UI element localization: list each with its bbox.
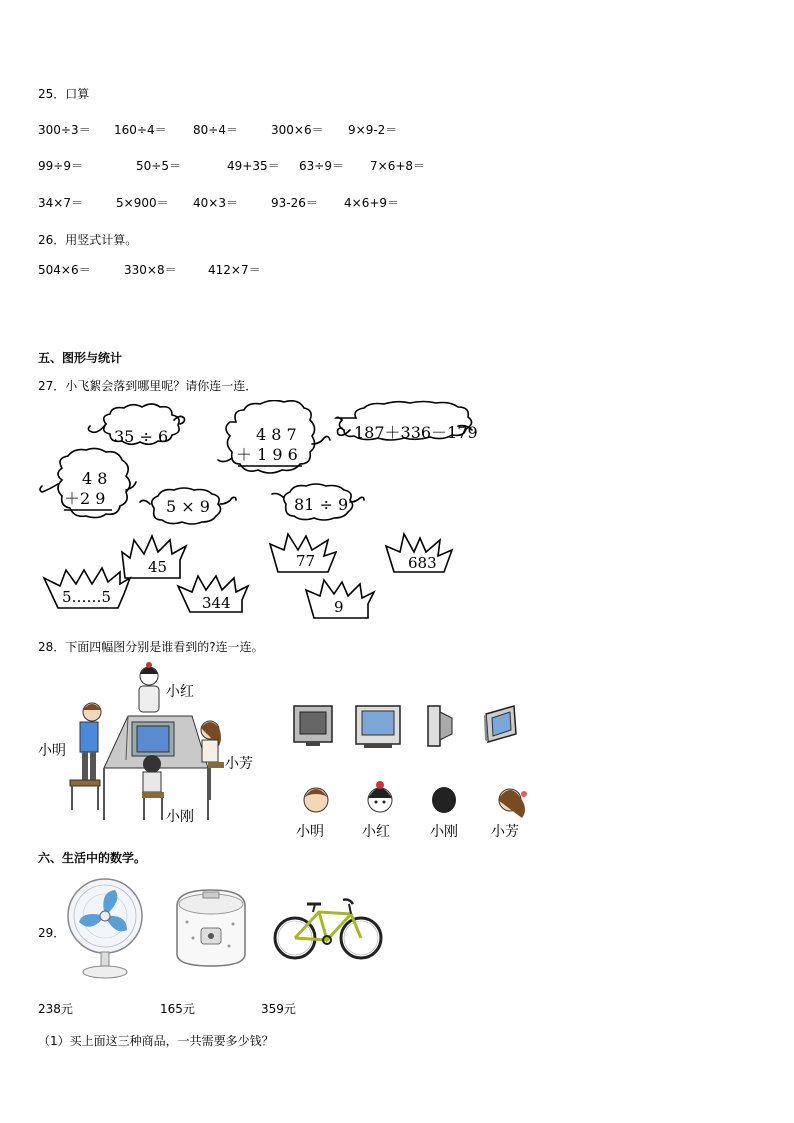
head-label-xiaogang: 小刚	[430, 824, 458, 840]
q27-figure	[30, 400, 510, 625]
q25-r3-2: 5×900＝	[116, 196, 169, 210]
bicycle-icon	[275, 900, 381, 959]
q26-item-3: 412×7＝	[208, 263, 261, 277]
price-bicycle: 359元	[261, 1002, 296, 1016]
head-label-xiaofang: 小芳	[491, 824, 519, 840]
grass-5r5-text: 5……5	[62, 588, 112, 606]
grass-45-text: 45	[148, 558, 168, 576]
monitor-views	[290, 700, 530, 750]
cloud1-text: 35 ÷ 6	[114, 427, 169, 446]
monitor-back-view	[294, 706, 332, 746]
monitor-front-view	[356, 706, 400, 748]
cloud2-top: 4 8 7	[256, 425, 297, 444]
q25-r1-4: 300×6＝	[271, 123, 324, 137]
fan-icon	[68, 879, 142, 978]
q26-item-2: 330×8＝	[124, 263, 177, 277]
rice-cooker-icon	[177, 890, 245, 966]
monitor-side-view	[428, 706, 452, 746]
q29-sub1: （1）买上面这三种商品，一共需要多少钱？	[38, 1034, 274, 1048]
scene-label-xiaohong: 小红	[166, 684, 194, 700]
grass-77-text: 77	[296, 552, 316, 570]
head-xiaogang-icon	[432, 787, 456, 813]
q26-title: 26．用竖式计算。	[38, 233, 138, 247]
head-label-xiaohong: 小红	[362, 824, 390, 840]
cloud2-bottom: ＋ 1 9 6	[236, 445, 298, 464]
q25-r2-1: 99÷9＝	[38, 159, 83, 173]
cloud6-text: 81 ÷ 9	[294, 495, 349, 514]
q25-r2-4: 63÷9＝	[299, 159, 344, 173]
price-rice-cooker: 165元	[160, 1002, 195, 1016]
cloud4-top: 4 8	[82, 469, 108, 488]
q25-r3-5: 4×6+9＝	[344, 196, 400, 210]
q29-number: 29．	[38, 926, 66, 940]
scene-label-xiaogang: 小刚	[166, 809, 194, 825]
grass-9-text: 9	[334, 598, 344, 616]
section6-title: 六、生活中的数学。	[38, 851, 147, 865]
head-icons	[298, 780, 538, 820]
cloud5-text: 5 × 9	[166, 497, 210, 516]
q25-r3-1: 34×7＝	[38, 196, 83, 210]
cloud3-text: 187＋336－179	[354, 423, 478, 442]
scene-label-xiaoming: 小明	[38, 743, 66, 759]
q25-r3-3: 40×3＝	[193, 196, 238, 210]
cloud4-bottom: ＋2 9	[64, 489, 106, 508]
head-label-xiaoming: 小明	[296, 824, 324, 840]
price-fan: 238元	[38, 1002, 73, 1016]
q29-products	[65, 876, 395, 986]
head-xiaoming-icon	[304, 788, 328, 812]
q25-r1-1: 300÷3＝	[38, 123, 91, 137]
q28-scene	[40, 660, 270, 830]
q25-title: 25．口算	[38, 87, 90, 101]
q25-r2-5: 7×6+8＝	[370, 159, 426, 173]
q25-r2-2: 50÷5＝	[136, 159, 181, 173]
q25-r1-2: 160÷4＝	[114, 123, 167, 137]
q28-title: 28．下面四幅图分别是谁看到的?连一连。	[38, 640, 264, 654]
q25-r1-5: 9×9-2＝	[348, 123, 398, 137]
monitor-angled-view	[484, 706, 516, 742]
q25-r2-3: 49+35＝	[227, 159, 280, 173]
section5-title: 五、图形与统计	[38, 351, 123, 365]
grass-683-text: 683	[408, 554, 437, 572]
scene-label-xiaofang: 小芳	[225, 756, 253, 772]
head-xiaofang-icon	[498, 789, 527, 818]
grass-344-text: 344	[202, 594, 231, 612]
head-xiaohong-icon	[368, 781, 392, 812]
q25-r3-4: 93-26＝	[271, 196, 318, 210]
q26-item-1: 504×6＝	[38, 263, 91, 277]
q25-r1-3: 80÷4＝	[193, 123, 238, 137]
q27-title: 27．小飞絮会落到哪里呢？请你连一连．	[38, 379, 258, 393]
